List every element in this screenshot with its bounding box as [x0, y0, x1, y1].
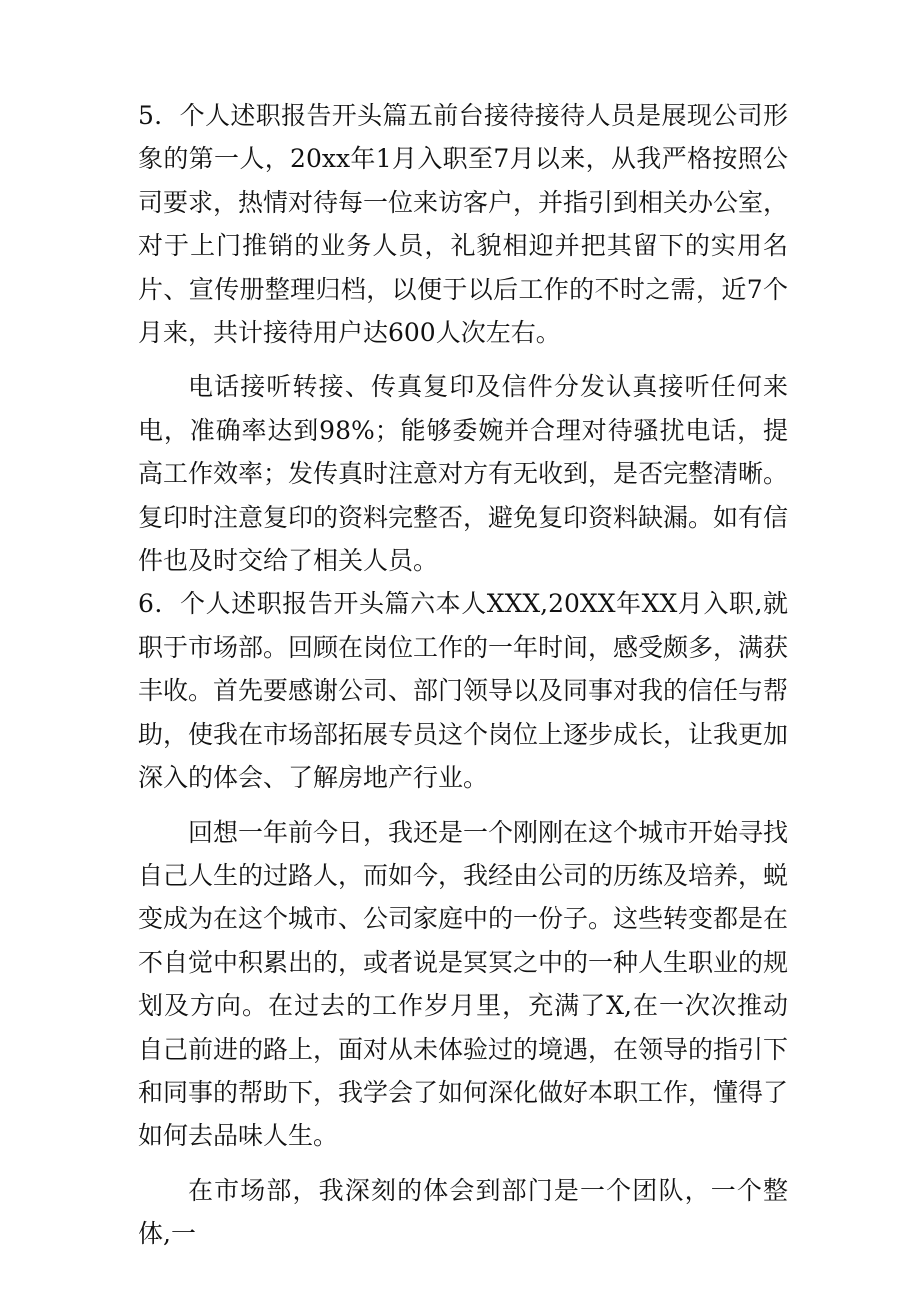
paragraph-section-6-intro: 6．个人述职报告开头篇六本人XXX,20XX年XX月入职,就职于市场部。回顾在岗位工作的一年时间，感受颇多，满获丰收。首先要感谢公司、部门领导以及同事对我的信任与帮助，使我在市场部拓展专员这个岗位上逐步成长，让我更加深入的体会、了解房地产行业。: [138, 589, 789, 793]
document-page: [138, 94, 788, 1256]
paragraph-section-5-intro: 5．个人述职报告开头篇五前台接待接待人员是展现公司形象的第一人，20xx年1月入职至7月以来，从我严格按照公司要求，热情对待每一位来访客户，并指引到相关办公室，对于上门推销的业务人员，礼貌相迎并把其留下的实用名片、宣传册整理归档，以便于以后工作的不时之需，近7个月来，共计接待用户达600人次左右。: [138, 101, 789, 348]
paragraph-market-department: 在市场部，我深刻的体会到部门是一个团队，一个整体,一: [138, 1175, 788, 1249]
paragraph-phone-fax-duties: 电话接听转接、传真复印及信件分发认真接听任何来电，准确率达到98%；能够委婉并合理对待骚扰电话，提高工作效率；发传真时注意对方有无收到，是否完整清晰。复印时注意复印的资料完整否，避免复印资料缺漏。如有信件也及时交给了相关人员。: [138, 372, 789, 576]
paragraph-one-year-reflection: 回想一年前今日，我还是一个刚刚在这个城市开始寻找自己人生的过路人，而如今，我经由公司的历练及培养，蜕变成为在这个城市、公司家庭中的一份子。这些转变都是在不自觉中积累出的，或者说是冥冥之中的一种人生职业的规划及方向。在过去的工作岁月里，充满了X,在一次次推动自己前进的路上，面对从未体验过的境遇，在领导的指引下和同事的帮助下，我学会了如何深化做好本职工作，懂得了如何去品味人生。: [138, 817, 789, 1151]
